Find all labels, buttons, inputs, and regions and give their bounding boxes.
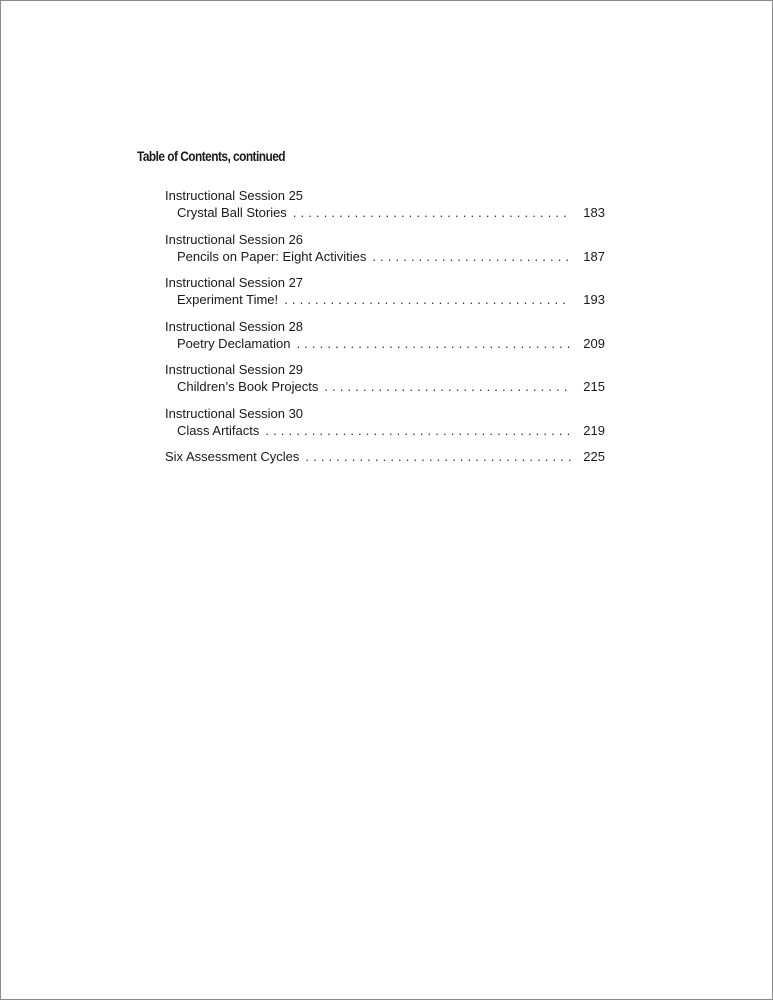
toc-entry	[165, 448, 605, 465]
entry-title: Crystal Ball Stories	[177, 205, 287, 220]
dot-leader	[296, 335, 571, 352]
page-number: 187	[583, 248, 605, 264]
toc-entry	[165, 291, 605, 308]
dot-leader	[324, 378, 571, 395]
toc-session	[165, 448, 605, 465]
toc-session	[165, 187, 605, 221]
dot-leader	[372, 248, 571, 265]
page-number: 193	[583, 292, 605, 307]
toc-entry	[165, 422, 605, 439]
session-title: Instructional Session 28	[165, 318, 304, 334]
toc-entry	[165, 248, 605, 265]
dot-leader	[265, 422, 571, 439]
session-title: Instructional Session 29	[165, 362, 304, 377]
entry-title: Children’s Book Projects	[177, 379, 319, 394]
toc-entry	[165, 378, 605, 395]
entry-title: Experiment Time!	[177, 292, 279, 307]
toc-session	[165, 318, 605, 352]
toc-list	[165, 187, 605, 475]
dot-leader	[293, 204, 571, 221]
session-title: Instructional Session 27	[165, 275, 304, 290]
dot-leader	[305, 448, 571, 465]
toc-heading: Table of Contents, continued	[137, 149, 286, 164]
entry-title: Poetry Declamation	[177, 335, 291, 351]
toc-session	[165, 274, 605, 308]
session-title: Instructional Session 30	[165, 405, 304, 421]
toc-entry	[165, 335, 605, 352]
page-number: 215	[583, 379, 605, 394]
session-title: Instructional Session 25	[165, 188, 304, 203]
page-number: 225	[583, 449, 605, 464]
toc-session	[165, 361, 605, 395]
toc-session	[165, 405, 605, 439]
page-number: 209	[583, 335, 605, 351]
entry-title: Class Artifacts	[177, 422, 260, 438]
dot-leader	[284, 291, 571, 308]
toc-session	[165, 231, 605, 265]
page-number: 183	[583, 205, 605, 220]
entry-title: Pencils on Paper: Eight Activities	[177, 248, 367, 264]
page-number: 219	[583, 422, 605, 438]
toc-entry	[165, 204, 605, 221]
session-title: Instructional Session 26	[165, 231, 304, 247]
entry-title: Six Assessment Cycles	[165, 449, 300, 464]
